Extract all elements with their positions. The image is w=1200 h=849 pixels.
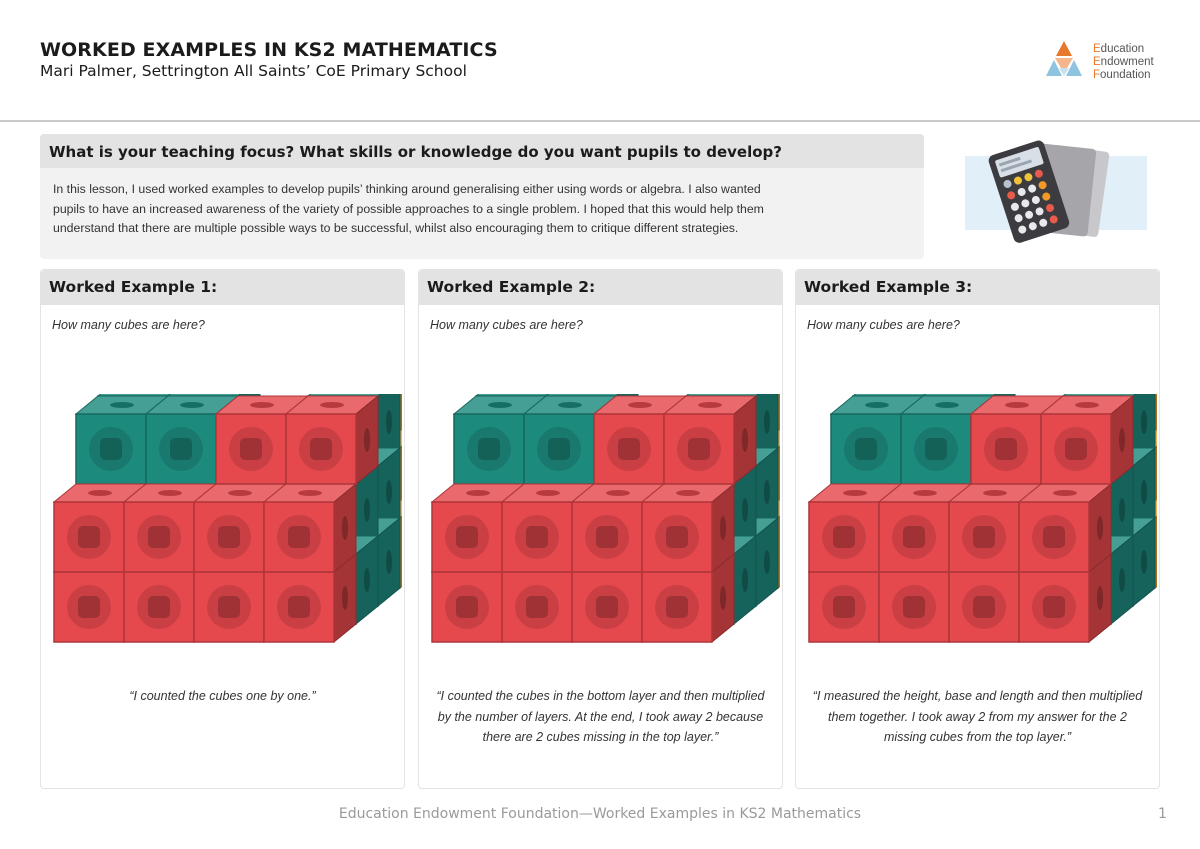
teaching-focus-text: In this lesson, I used worked examples to develop pupils’ thinking around generalising either using words or algebra. I also wanted pupils to have an increased awareness of the variety of possible approaches to a single problem. I hoped that this would help them understand that there are multiple possible ways to be successful, whilst also encouraging them to critique different strategies. [53,182,764,235]
worked-example-heading: Worked Example 1: [41,270,404,305]
logo-line: Education [1093,43,1145,55]
document-author: Mari Palmer, Settrington All Saints’ CoE Primary School [40,62,467,80]
page-number: 1 [1158,806,1167,822]
worked-example-heading: Worked Example 3: [796,270,1159,305]
worked-example-question: How many cubes are here? [807,318,960,332]
worked-example-quote: “I counted the cubes one by one.” [129,689,316,703]
eef-logo-wordmark [1093,43,1154,82]
cube [1019,484,1111,572]
cube [664,396,756,484]
cube-arrangement-image [805,394,1157,648]
logo-line: Endowment [1093,56,1154,68]
cube [1041,396,1133,484]
cube-arrangement-image [428,394,780,648]
teaching-focus-heading: What is your teaching focus? What skills or knowledge do you want pupils to develop? [40,134,924,168]
document-title: WORKED EXAMPLES IN KS2 MATHEMATICS [40,39,498,61]
worked-example-quote: “I measured the height, base and length and then multiplied them together. I took away 2 from my answer for the 2 missing cubes from the top layer.” [812,689,1143,744]
worked-example-question: How many cubes are here? [52,318,205,332]
eef-logo [1043,40,1173,84]
cube-arrangement-image [50,394,402,648]
worked-example-heading: Worked Example 2: [419,270,782,305]
worked-example-panel-3 [795,269,1160,789]
worked-example-panel-1 [40,269,405,789]
cube [264,484,356,572]
worked-example-quote: “I counted the cubes in the bottom layer and then multiplied by the number of layers. At the end, I took away 2 because there are 2 cubes missing in the top layer.” [436,689,765,744]
cube [286,396,378,484]
logo-line: Foundation [1093,69,1151,81]
teaching-focus-box [40,134,924,259]
page-header [0,0,1200,122]
worked-example-panel-2 [418,269,783,789]
cube [642,484,734,572]
eef-logo-icon [1043,40,1085,82]
worked-example-question: How many cubes are here? [430,318,583,332]
footer-text: Education Endowment Foundation—Worked Examples in KS2 Mathematics [338,806,862,822]
calculator-icon [962,140,1152,250]
